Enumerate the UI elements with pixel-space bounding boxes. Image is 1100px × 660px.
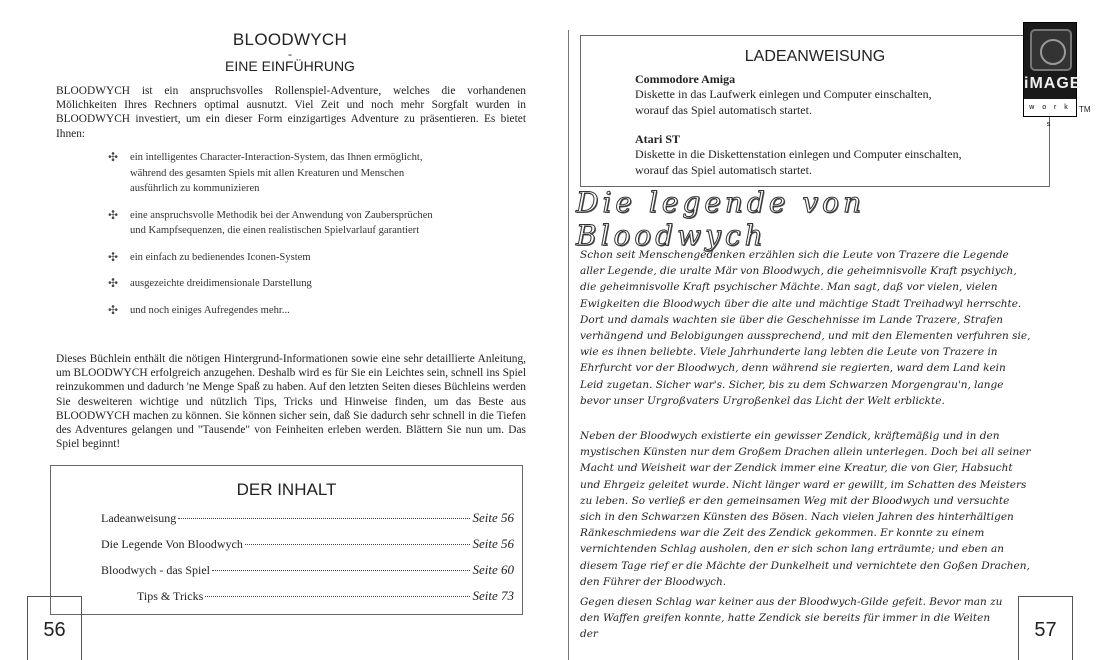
loading-title: LADEANWEISUNG (744, 48, 886, 65)
logo-word: iMAGE (1024, 75, 1082, 92)
system-instructions: Diskette in das Laufwerk einlegen und Computer einschalten, worauf das Spiel automatisch startet. (635, 87, 932, 117)
bullet-icon: ✣ (108, 207, 119, 222)
feature-item (108, 250, 448, 266)
feature-item (108, 208, 448, 239)
bullet-icon: ✣ (108, 302, 119, 317)
outro-paragraph: Dieses Büchlein enthält die nötigen Hintergrund-Informationen sowie eine sehr detaillierte Anleitung, um BLOODWYCH erfolgreich anzugehen. Deshalb wird es für Sie ein Leichtes sein, schnell ins Spiel reinzukommen und dadurch 'ne Menge Spaß zu haben. Auf den letzten Seiten dieses Büchleins werden Sie desweiteren wichtige und nützlich Tips, Tricks und Hinweise finden, um das Beste aus BLOODWYCH machen zu können. Sie können sicher sein, daß Sie dadurch sehr schnell in die Tiefen des Adventures gelangen und "Tausende" von Feinheiten erleben werden. Blättern Sie nun um. Das Spiel beginnt! (56, 353, 526, 451)
intro-title: BLOODWYCH (232, 30, 348, 49)
legend-paragraph: Schon seit Menschengedenken erzählen sich die Leute von Trazere die Legende aller Legende, die uralte Mär von Bloodwych, die geheimnisvolle Kraft psychiych, die geheimnisvolle Kraft psychischer Mächte. Man sagt, daß vor vielen, vielen Ewigkeiten die Bloodwych über die alte und mächtige Stadt Treihadwyl herrschte. Dort und damals wachten sie über die Geschehnisse im Lande Trazere, Strafen verhängend und Belobigungen aussprechend, und mit den Elementen verfuhren sie, wie es ihnen beliebte. Viele Jahrhunderte lang lebten die Leute von Trazere in Ehrfurcht vor der Bloodwych, denn während sie regierten, ward dem Land kein Leid zugetan. Sicher war's. Sicher, bis zu dem Schwarzen Morgengrau'n, lange bevor unser Urgroßvaters Urgroßenkel das Licht der Welt erblickte. (580, 249, 1031, 407)
toc-leader-dots (178, 518, 470, 519)
table-of-contents (50, 465, 523, 615)
feature-text: und noch einiges Aufregendes mehr... (130, 304, 290, 316)
page-number: 57 (1018, 596, 1073, 660)
feature-list (108, 150, 448, 329)
toc-page: Seite 73 (472, 588, 514, 603)
trademark: TM (1079, 105, 1091, 114)
toc-label: Die Legende Von Bloodwych (101, 537, 243, 551)
bullet-icon: ✣ (108, 150, 119, 164)
toc-title: DER INHALT (236, 480, 337, 499)
feature-item (108, 150, 448, 197)
loading-instructions (580, 35, 1050, 187)
toc-entry[interactable] (137, 588, 514, 604)
toc-label: Bloodwych - das Spiel (101, 563, 210, 577)
legend-paragraph: Neben der Bloodwych existierte ein gewisser Zendick, kräftemäßig und in den mystischen Künsten nur dem Großem Drachen allein unterlegen. Doch bei all seiner Macht und Weisheit war der Zendick immer eine Kreatur, die von Gier, Habsucht und Ehrgeiz geleitet wurde. Nicht länger ward er gewillt, im Schatten des Meisters zu leben. So verließ er den gemeinsamen Weg mit der Bloodwych und versuchte sich in den Schwarzen Künsten des Bösen. Nach vielen Jahren des hinterhältigen Ränkeschmiedens war die Zeit des Zendick gekommen. Er konnte zu einem vernichtenden Schlag ausholen, den er sich schon lang erträumte; und eben an diesem Tage rief er die Mächte der Dunkelheit und vernichtete den Goßen Drachen, den Führer der Bloodwych. (580, 430, 1031, 588)
title-dash: - (288, 47, 292, 61)
toc-leader-dots (245, 544, 471, 545)
logo-emblem-icon (1030, 29, 1072, 71)
toc-page: Seite 56 (472, 510, 514, 525)
page-divider (568, 30, 569, 660)
system-name: Atari ST (635, 132, 680, 146)
feature-text: ein einfach zu bedienendes Iconen-System (130, 251, 311, 263)
feature-text: ausgezeichte dreidimensionale Darstellung (130, 278, 312, 289)
toc-leader-dots (212, 570, 470, 571)
intro-subtitle: EINE EINFÜHRUNG (225, 58, 355, 74)
feature-item (108, 276, 448, 292)
feature-item (108, 303, 448, 319)
toc-entry[interactable] (101, 510, 514, 526)
intro-paragraph: BLOODWYCH ist ein anspruchsvolles Rollenspiel-Adventure, welches die vorhandenen Mölichkeiten Ihres Rechners optimal ausnutzt. Viel Zeit und noch mehr Sorgfalt wurden in BLOODWYCH investiert, um ein dieser Form einzigartiges Adventure zu präsentieren. Es bietet Ihnen: (56, 85, 526, 140)
bullet-icon: ✣ (108, 249, 119, 264)
legend-title: Die legende von Bloodwych (576, 186, 866, 252)
toc-label: Ladeanweisung (101, 511, 177, 525)
feature-text: ein intelligentes Character-Interaction-System, das Ihnen ermöglicht, während des gesamten Spiels mit allen Kreaturen und Menschen ausführlich zu kommunizieren (130, 152, 423, 194)
feature-text: eine anspruchsvolle Methodik bei der Anwendung von Zaubersprüchen und Kampfsequenzen, die einen realistischen Spielvarlauf garantiert (130, 209, 433, 236)
system-name: Commodore Amiga (635, 72, 736, 86)
toc-page: Seite 60 (472, 562, 514, 577)
toc-entry[interactable] (101, 562, 514, 578)
bullet-icon: ✣ (108, 276, 119, 290)
toc-entry[interactable] (101, 536, 514, 552)
logo-sub: w o r k s (1024, 99, 1076, 116)
page-number: 56 (27, 596, 82, 660)
toc-leader-dots (205, 596, 470, 597)
legend-paragraph: Gegen diesen Schlag war keiner aus der Bloodwych-Gilde gefeit. Bevor man zu den Waffen greifen konnte, hatte Zendick sie bereits für immer in die Weiten der (580, 596, 1003, 641)
right-page (550, 0, 1100, 660)
system-instructions: Diskette in die Diskettenstation einlegen und Computer einschalten, worauf das Spiel automatisch startet. (635, 147, 962, 177)
image-works-logo (1023, 22, 1082, 128)
toc-page: Seite 56 (472, 536, 514, 551)
toc-label: Tips & Tricks (137, 589, 204, 603)
